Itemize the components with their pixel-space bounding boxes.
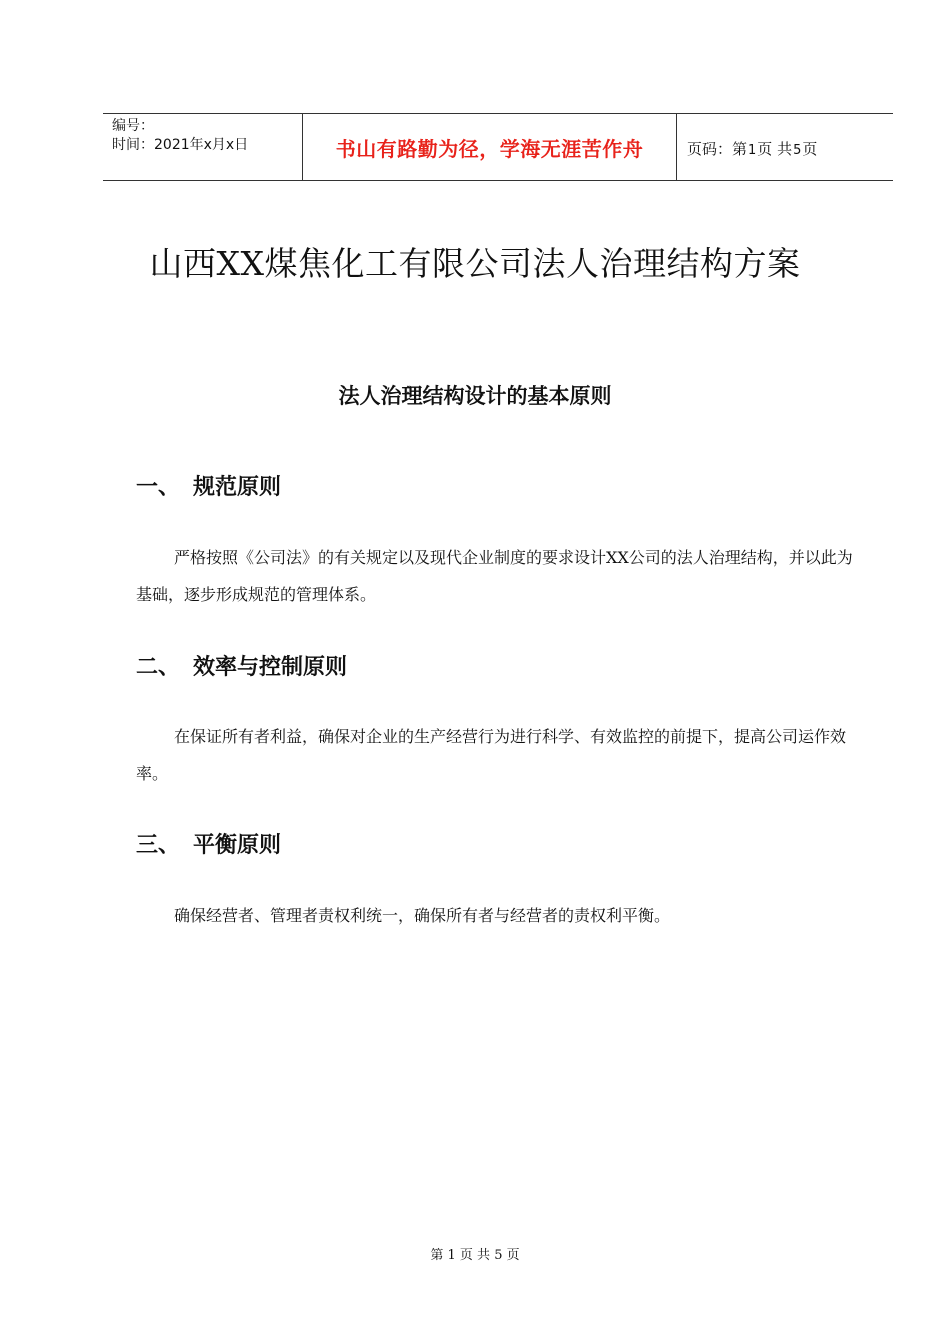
document-subtitle: 法人治理结构设计的基本原则: [338, 384, 612, 408]
page-label-mid: 页 共: [757, 140, 793, 158]
page-label-prefix: 页码：第: [687, 140, 748, 158]
section-number: 一、: [136, 475, 181, 500]
time-label: 时间：2021年x月x日: [112, 137, 249, 153]
section-body-2: 在保证所有者利益，确保对企业的生产经营行为进行科学、有效监控的前提下，提高公司运作效率。: [136, 727, 847, 783]
section-heading-text: 平衡原则: [193, 833, 282, 858]
number-label: 编号：: [112, 118, 154, 134]
header-meta-cell: [103, 114, 303, 180]
section-number: 三、: [136, 833, 181, 858]
page-footer: 第 1 页 共 5 页: [430, 1248, 520, 1263]
header-page-cell: [677, 114, 893, 180]
header-motto-cell: [303, 114, 677, 180]
section-heading-text: 效率与控制原则: [193, 655, 348, 680]
document-header-table: [103, 113, 893, 181]
document-title: 山西XX煤焦化工有限公司法人治理结构方案: [149, 244, 801, 283]
section-heading-2: [136, 650, 347, 681]
section-body-1: 严格按照《公司法》的有关规定以及现代企业制度的要求设计XX公司的法人治理结构，并以此为基础，逐步形成规范的管理体系。: [136, 548, 853, 604]
section-body-3: 确保经营者、管理者责权利统一，确保所有者与经营者的责权利平衡。: [174, 906, 671, 925]
page-label-suffix: 页: [802, 140, 818, 158]
page-current: 1: [748, 143, 757, 158]
motto-text: 书山有路勤为径，学海无涯苦作舟: [335, 136, 644, 161]
section-heading-text: 规范原则: [193, 475, 282, 500]
section-heading-1: [136, 470, 281, 501]
section-number: 二、: [136, 655, 181, 680]
section-heading-3: [136, 828, 281, 859]
page-total: 5: [793, 143, 802, 158]
